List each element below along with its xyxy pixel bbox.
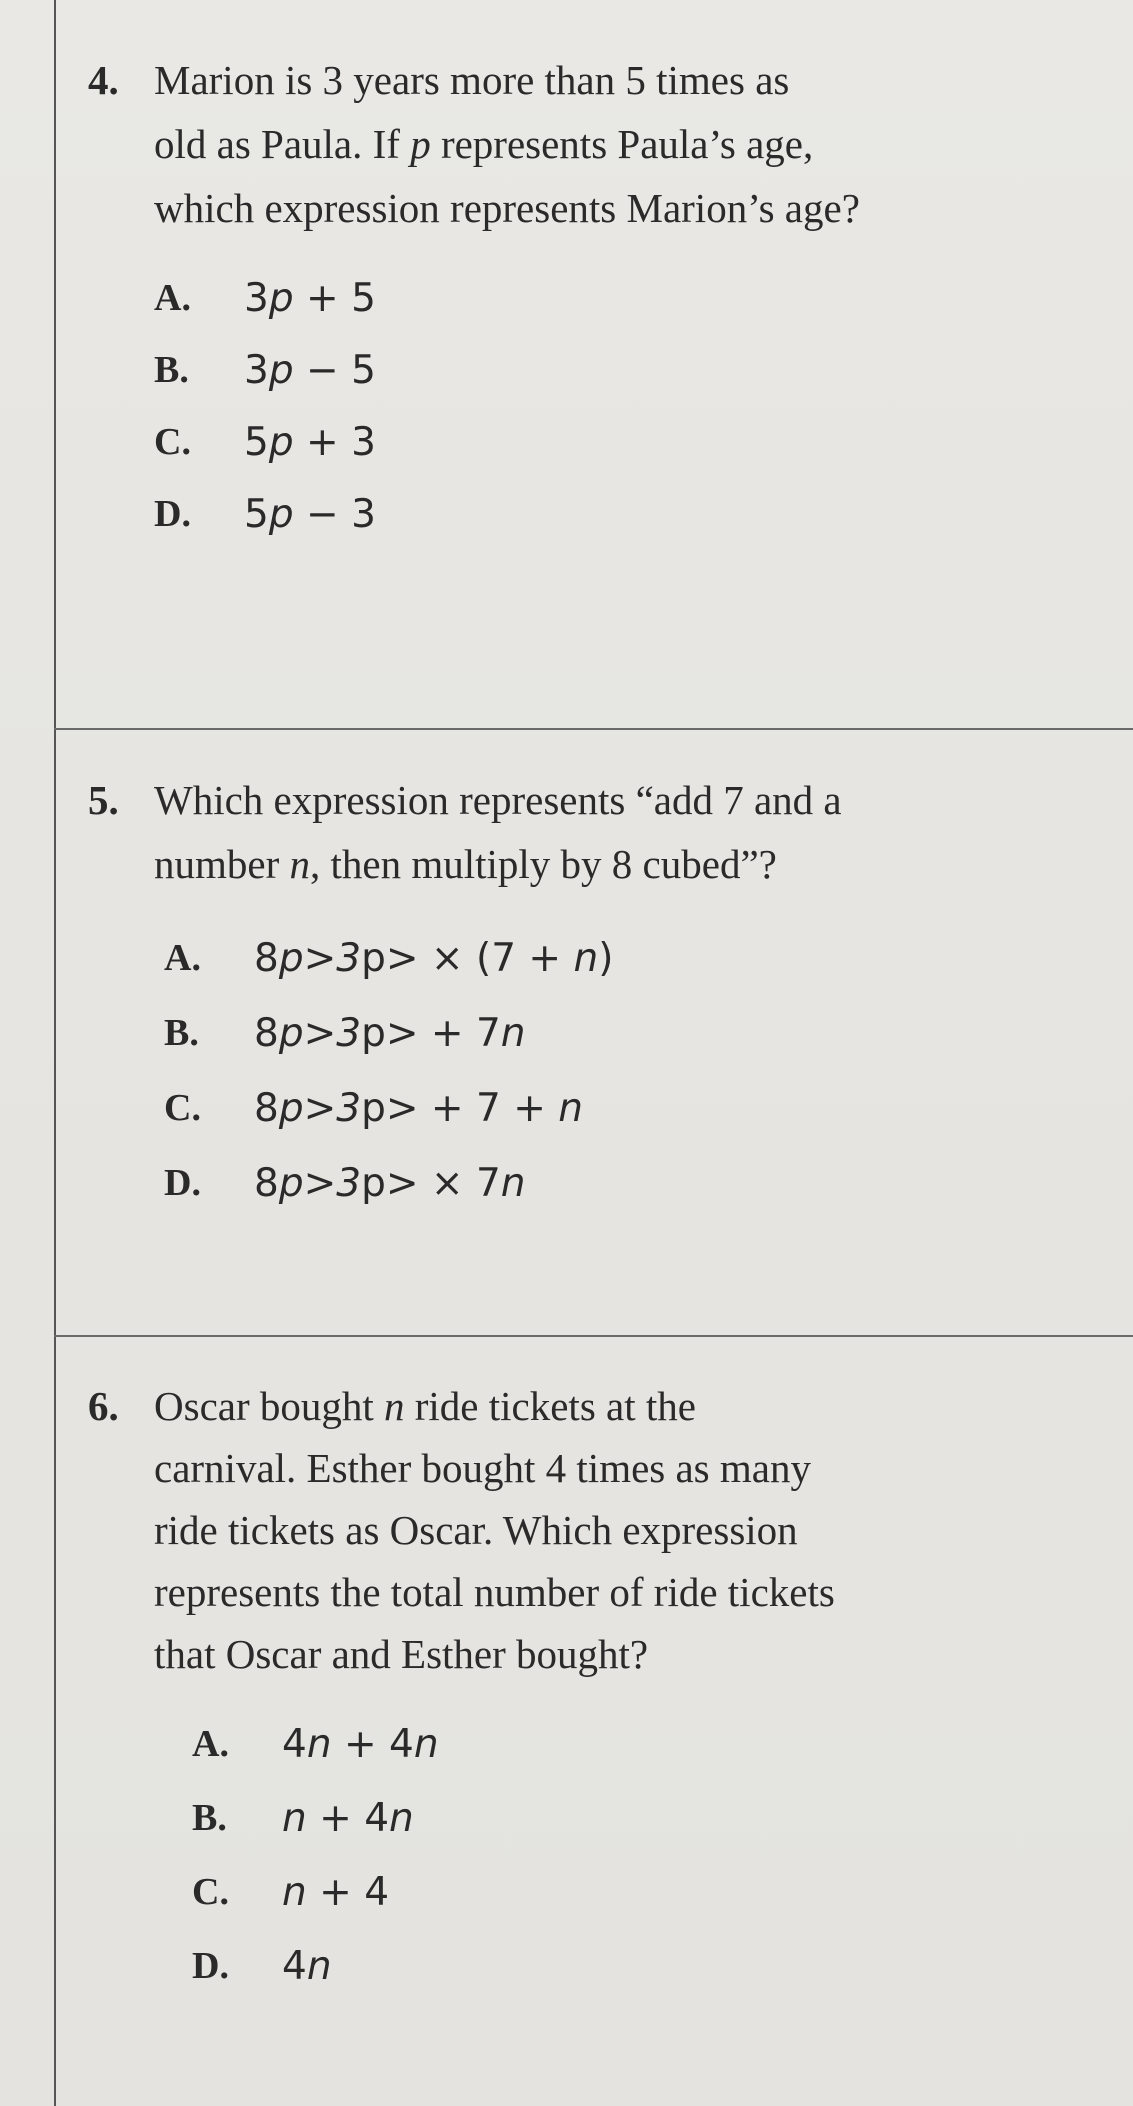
- option-expression: 5p + 3: [244, 420, 376, 465]
- option-expression: n + 4: [282, 1870, 390, 1915]
- option-expression: 8p>3p> × 7n: [254, 1161, 526, 1206]
- option-letter: B.: [154, 349, 189, 391]
- option-letter: A.: [164, 937, 201, 979]
- question-text-line: number n, then multiply by 8 cubed”?: [154, 841, 777, 887]
- left-margin-rule: [54, 0, 56, 2106]
- option-letter: D.: [164, 1162, 201, 1204]
- question-text-line: that Oscar and Esther bought?: [154, 1631, 649, 1677]
- option-expression: 3p + 5: [244, 276, 376, 321]
- question-number: 6.: [88, 1383, 119, 1429]
- option-letter: C.: [192, 1871, 229, 1913]
- question-divider: [54, 728, 1133, 730]
- option-expression: 8p>3p> + 7n: [254, 1011, 526, 1056]
- option-letter: A.: [192, 1723, 229, 1765]
- option-letter: D.: [192, 1945, 229, 1987]
- option-letter: D.: [154, 493, 191, 535]
- option-expression: 5p − 3: [244, 492, 376, 537]
- question-text-line: Marion is 3 years more than 5 times as: [154, 57, 790, 103]
- question-text-line: which expression represents Marion’s age?: [154, 185, 860, 231]
- question-text-line: carnival. Esther bought 4 times as many: [154, 1445, 811, 1491]
- question-text-line: Oscar bought n ride tickets at the: [154, 1383, 696, 1429]
- option-expression: 4n: [282, 1944, 332, 1989]
- question-divider: [54, 1335, 1133, 1337]
- option-expression: 4n + 4n: [282, 1722, 439, 1767]
- question-text-line: old as Paula. If p represents Paula’s age,: [154, 121, 814, 167]
- option-letter: C.: [154, 421, 191, 463]
- question-text-line: represents the total number of ride tickets: [154, 1569, 835, 1615]
- option-letter: B.: [192, 1797, 227, 1839]
- question-number: 5.: [88, 777, 119, 823]
- option-letter: C.: [164, 1087, 201, 1129]
- option-expression: 3p − 5: [244, 348, 376, 393]
- option-expression: n + 4n: [282, 1796, 414, 1841]
- option-expression: 8p>3p> × (7 + n): [254, 936, 614, 981]
- question-text-line: Which expression represents “add 7 and a: [154, 777, 842, 823]
- option-letter: B.: [164, 1012, 199, 1054]
- option-letter: A.: [154, 277, 191, 319]
- question-number: 4.: [88, 57, 119, 103]
- question-text-line: ride tickets as Oscar. Which expression: [154, 1507, 798, 1553]
- option-expression: 8p>3p> + 7 + n: [254, 1086, 583, 1131]
